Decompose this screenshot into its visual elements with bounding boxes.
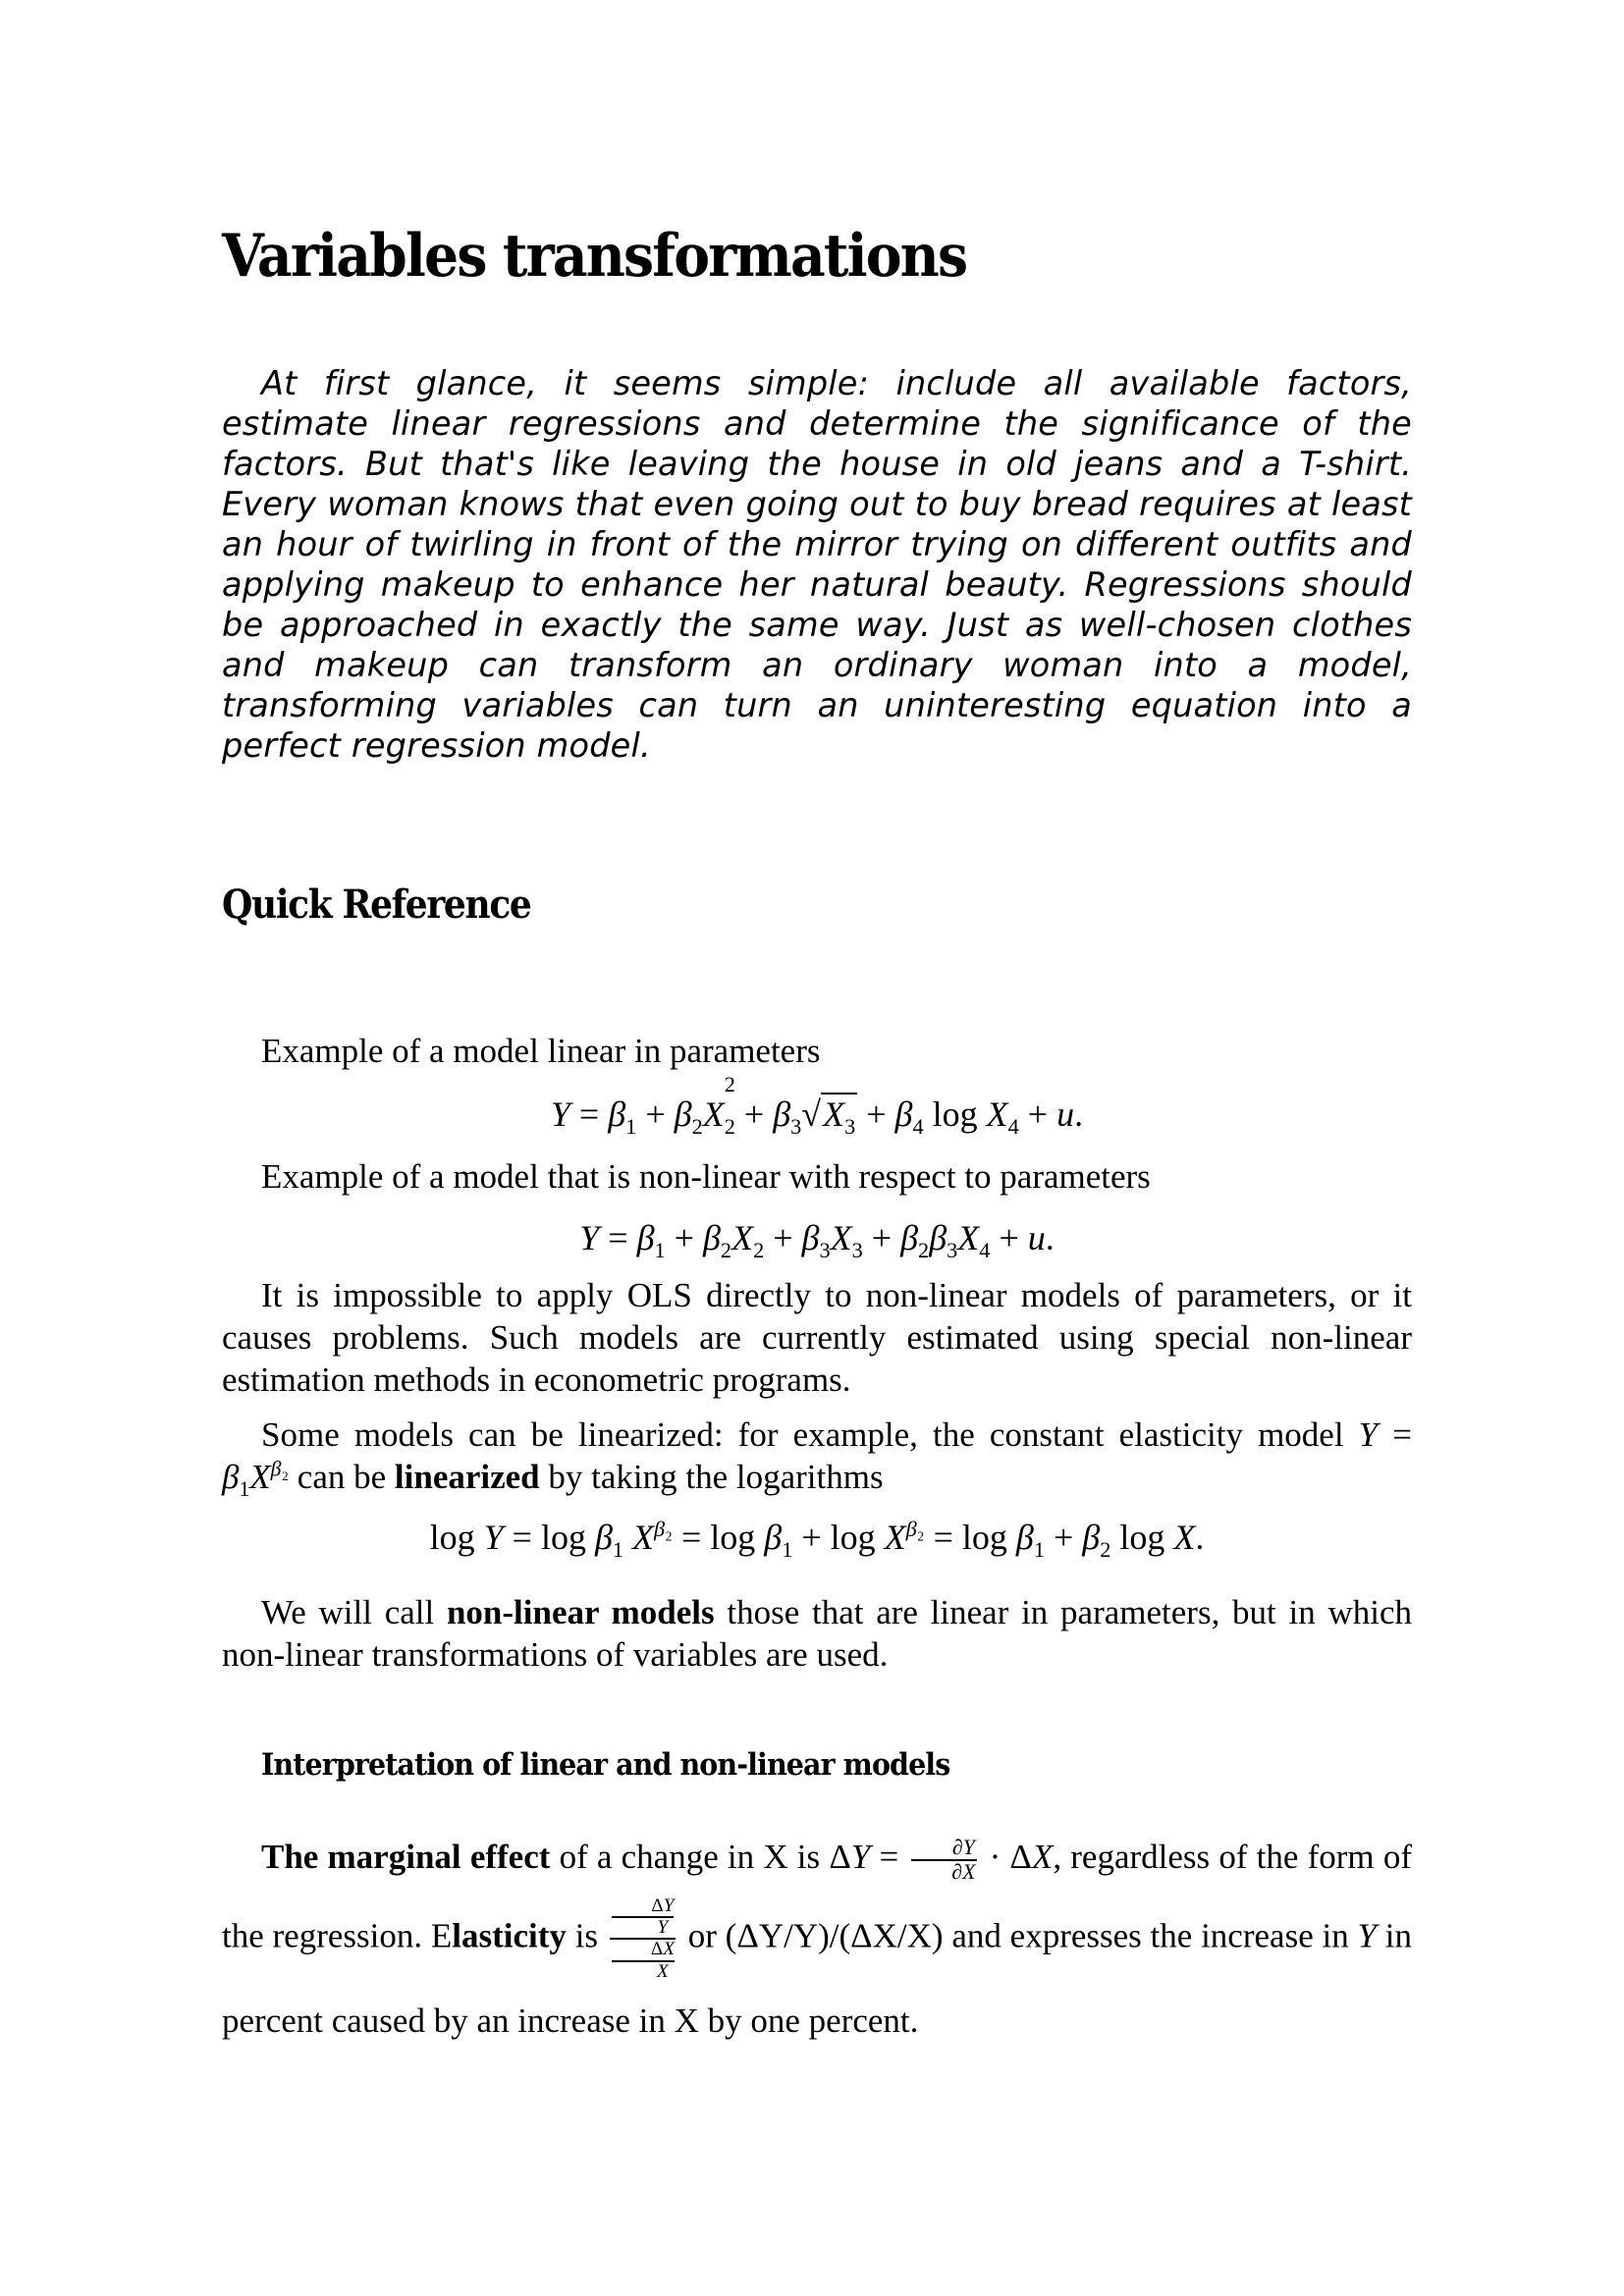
ols-paragraph: It is impossible to apply OLS directly to non-linear models of parameters, or it causes problems. Such models are currently estimated using special non-linear estimation methods in econometric programs. — [222, 1276, 1412, 1399]
nonlinear-def-text-2: those that are linear in parameters, but in which non-linear transformations of variables are used. — [222, 1593, 1413, 1674]
elasticity-bold: lasticity — [452, 1916, 567, 1955]
elasticity-text-3: in percent caused by an increase in X by one percent. — [222, 1916, 1412, 2040]
page-title: Variables transformations — [222, 222, 967, 291]
section-heading: Quick Reference — [222, 881, 531, 928]
example-linear-label: Example of a model linear in parameters — [261, 1032, 821, 1070]
equation-log: $\log Y = \log \beta_1$ $X^{\beta_2} = \log \beta_1 + \log X^{\beta_2} = \log \beta_1 + \beta_2$ log X. — [429, 1517, 1205, 1563]
equation-linear: $Y = \beta_1 + \beta_2X$ $_{2 2} + \beta_3√X_3 + \beta_4$ $\log X_4 + u$. — [550, 1072, 1084, 1140]
marginal-formula: ΔY = $\frac{\partial Y}{\partial X}$ · ΔX — [829, 1836, 1054, 1884]
marginal-effect-bold: The marginal effect — [261, 1838, 551, 1876]
marginal-effect-paragraph — [222, 1818, 1412, 2060]
linearize-text-2: can be — [289, 1458, 395, 1496]
elasticity-fraction: ΔY Y ΔX X — [610, 1896, 677, 1982]
marginal-text-2: , regardless of the form of the regression. E — [222, 1838, 1412, 1955]
linearize-text-3: by taking the logarithms — [539, 1458, 884, 1496]
linearize-text-1: Some models can be linearized: for example, the constant elasticity model — [261, 1415, 1344, 1454]
elasticity-var-y: Y — [1357, 1916, 1377, 1955]
linearize-paragraph — [222, 1414, 1412, 1501]
elasticity-text-2: or (ΔY/Y)/(ΔX/X) and expresses the increase in — [678, 1916, 1358, 1955]
nonlinear-definition — [222, 1591, 1412, 1676]
equation-nonlinear: $Y = \beta_1 + \beta_2X_2 + \beta_3X_3 + \beta_2\beta_3X_4 + u$. — [579, 1218, 1055, 1263]
marginal-text-1: of a change in X is — [550, 1838, 830, 1876]
constant-elasticity-model: $Y = \beta_1X^{\beta_2}$ — [222, 1415, 1412, 1501]
nonlinear-models-bold: non-linear models — [446, 1593, 715, 1631]
example-nonlinear-label: Example of a model that is non-linear with respect to parameters — [261, 1157, 1151, 1196]
subsection-heading: Interpretation of linear and non-linear models — [261, 1747, 950, 1783]
epigraph: At first glance, it seems simple: include all available factors, estimate linear regressions and determine the significance of the factors. But that's like leaving the house in old jeans and a T-shirt. Every woman knows that even going out to buy bread requires at least an hour of twirling in front of the mirror trying on different outfits and applying makeup to enhance her natural beauty. Regressions should be approached in exactly the same way. Just as well-chosen clothes and makeup can transform an ordinary woman into a model, transforming variables can turn an uninteresting equation into a perfect regression model. — [222, 364, 1412, 765]
elasticity-text-1: is — [566, 1916, 607, 1955]
linearized-bold: linearized — [394, 1458, 540, 1496]
nonlinear-def-text-1: We will call — [261, 1593, 447, 1631]
